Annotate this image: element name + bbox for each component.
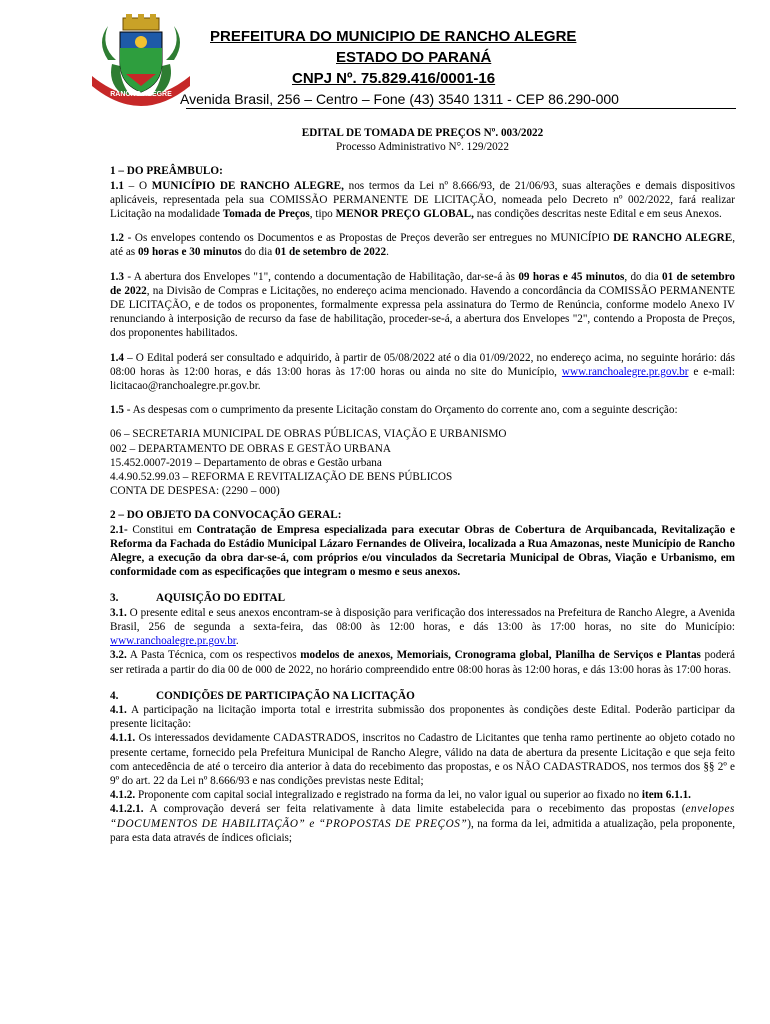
section-4-title: 4. CONDIÇÕES DE PARTICIPAÇÃO NA LICITAÇÃO <box>110 689 415 702</box>
budget-line: 002 – DEPARTAMENTO DE OBRAS E GESTÃO URBANA <box>110 442 391 455</box>
site-link[interactable]: www.ranchoalegre.pr.gov.br <box>110 635 236 648</box>
edital-title: EDITAL DE TOMADA DE PREÇOS Nº. 003/2022 <box>301 127 544 139</box>
document-body <box>110 126 735 845</box>
address-line: Avenida Brasil, 256 – Centro – Fone (43) 3540 1311 - CEP 86.290-000 <box>180 91 619 107</box>
paragraph-1-3: 1.3 - A abertura dos Envelopes "1", contendo a documentação de Habilitação, dar-se-á às 09 horas e 45 minutos, do dia 01 de setembro de 2022, na Divisão de Compras e Licitações, no endereço acima mencionado. Havendo a concordância da COMISSÃO PERMANENTE DE LICITAÇÃO, e de todos os proponentes, formalmente expressa pela assinatura do Termo de Renúncia, conforme modelo Anexo IV renunciando à interposição de recurso da fase de habilitação, proceder-se-á, a abertura dos Envelopes "2", contendo a Proposta de Preços, dos proponentes habilitados. <box>110 270 735 340</box>
section-2-title: 2 – DO OBJETO DA CONVOCAÇÃO GERAL: <box>110 509 342 522</box>
process-number: Processo Administrativo N°. 129/2022 <box>336 141 509 154</box>
paragraph-1-1: 1.1 – O MUNICÍPIO DE RANCHO ALEGRE, nos termos da Lei nº 8.666/93, de 21/06/93, suas alterações e demais dispositivos aplicáveis, representada pela sua COMISSÃO PERMANENTE DE LICITAÇÃO, nomeada pelo Decreto nº 002/2022, fará realizar Licitação na modalidade Tomada de Preços, tipo MENOR PREÇO GLOBAL, nas condições descritas neste Edital e em seus Anexos. <box>110 179 735 221</box>
budget-line: CONTA DE DESPESA: (2290 – 000) <box>110 485 280 498</box>
header-divider <box>186 108 736 109</box>
cnpj-line: CNPJ Nº. 75.829.416/0001-16 <box>292 70 496 87</box>
paragraph-4-1-2: 4.1.2. Proponente com capital social integralizado e registrado na forma da lei, no valor igual ou superior ao fixado no item 6.1.1. <box>110 789 691 802</box>
paragraph-3-2: 3.2. A Pasta Técnica, com os respectivos modelos de anexos, Memoriais, Cronograma global, Planilha de Serviços e Plantas poderá ser retirada a partir do dia 00 de 000 de 2022, no horário compreendido entre 08:00 horas às 12:00 horas, e dás 13:00 horas às 17:00 horas. <box>110 649 735 676</box>
paragraph-3-1: 3.1. O presente edital e seus anexos encontram-se à disposição para verificação dos interessados na Prefeitura de Rancho Alegre, a Avenida Brasil, 256 de segunda a sexta-feira, das 08:00 às 12:00 horas, e dás 13:00 às 17:00 horas, no site do Município: www.ranchoalegre.pr.gov.br. <box>110 606 735 648</box>
budget-line: 06 – SECRETARIA MUNICIPAL DE OBRAS PÚBLICAS, VIAÇÃO E URBANISMO <box>110 428 507 441</box>
budget-line: 4.4.90.52.99.03 – REFORMA E REVITALIZAÇÃO DE BENS PÚBLICOS <box>110 471 453 484</box>
paragraph-1-2: 1.2 - Os envelopes contendo os Documentos e as Propostas de Preços deverão ser entregues no MUNICÍPIO DE RANCHO ALEGRE, até as 09 horas e 30 minutos do dia 01 de setembro de 2022. <box>110 232 735 259</box>
section-1-title: 1 – DO PREÂMBULO: <box>110 165 223 178</box>
state-title: ESTADO DO PARANÁ <box>336 49 492 66</box>
budget-line: 15.452.0007-2019 – Departamento de obras e Gestão urbana <box>110 456 382 469</box>
seal-banner-text: RANCHO ALEGRE <box>110 91 172 98</box>
section-3-title: 3. AQUISIÇÃO DO EDITAL <box>110 592 286 605</box>
site-link[interactable]: www.ranchoalegre.pr.gov.br <box>561 365 689 378</box>
paragraph-4-1: 4.1. A participação na licitação importa total e irrestrita submissão dos proponentes às condições deste Edital. Poderão participar da presente licitação: <box>110 703 735 731</box>
paragraph-4-1-2-1: 4.1.2.1. A comprovação deverá ser feita relativamente à data limite estabelecida para o recebimento das propostas (envelopes “DOCUMENTOS DE HABILITAÇÃO” e “PROPOSTAS DE PREÇOS”), na forma da lei, admitida a atualização, pela proponente, para esta data através de índices oficiais; <box>110 803 736 844</box>
paragraph-1-4: 1.4 – O Edital poderá ser consultado e adquirido, à partir de 05/08/2022 até o dia 01/09/2022, no endereço acima, no seguinte horário: dás 08:00 horas às 12:00 horas, e dás 13:00 horas às 17:00 horas ou ainda no site do Município, www.ranchoalegre.pr.gov.br e e-mail: licitacao@ranchoalegre.pr.gov.br. <box>110 351 735 393</box>
paragraph-4-1-1: 4.1.1. Os interessados devidamente CADASTRADOS, inscritos no Cadastro de Licitantes que tenha ramo pertinente ao objeto cotado no presente certame, fornecido pela Prefeitura Municipal de Rancho Alegre, válido na data de abertura da presente Licitação e que seja feito com antecedência de até o terceiro dia anterior à data do recebimento das propostas, e os NÃO CADASTRADOS, nos termos dos §§ 2º e 9º do art. 22 da Lei nº 8.666/93 e nas condições previstas neste Edital; <box>110 732 735 787</box>
paragraph-1-5: 1.5 - As despesas com o cumprimento da presente Licitação constam do Orçamento do corrente ano, com a seguinte descrição: <box>110 404 678 417</box>
paragraph-2-1: 2.1- Constitui em Contratação de Empresa especializada para executar Obras de Cobertura de Arquibancada, Revitalização e Reforma da Fachada do Estádio Municipal Lázaro Fernandes de Oliveira, localizada a Rua Amazonas, neste Município de Rancho Alegre, a execução da obra dar-se-á, com próprios e/ou vinculados da Secretaria Municipal de Obras, Viação e Urbanismo, em conformidade com as especificações que integram o mesmo e seus anexos. <box>110 523 735 579</box>
municipality-title: PREFEITURA DO MUNICIPIO DE RANCHO ALEGRE <box>210 28 577 45</box>
